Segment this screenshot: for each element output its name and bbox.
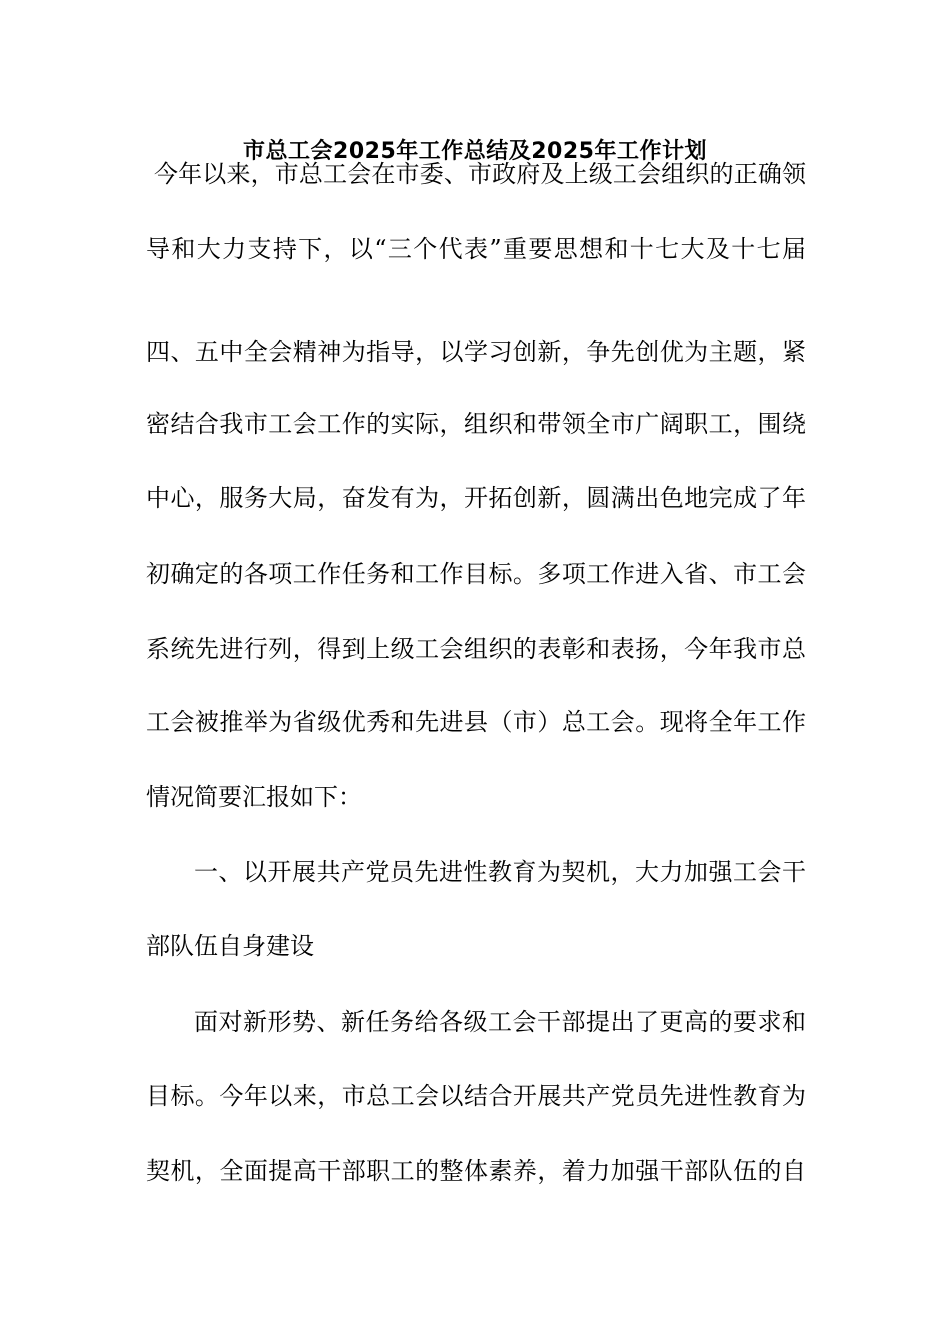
paragraph1-line-7: 系统先进行列，得到上级工会组织的表彰和表扬，今年我市总 [146,635,806,663]
paragraph1-line-4: 密结合我市工会工作的实际，组织和带领全市广阔职工，围绕 [146,410,806,438]
paragraph1-line-8: 工会被推举为省级优秀和先进县（市）总工会。现将全年工作 [146,708,806,736]
paragraph1-line-3: 四、五中全会精神为指导，以学习创新，争先创优为主题，紧 [146,338,806,366]
paragraph2-line-3: 契机，全面提高干部职工的整体素养，着力加强干部队伍的自 [146,1157,806,1185]
paragraph1-line-9: 情况简要汇报如下： [146,783,362,811]
document-title: 市总工会2025年工作总结及2025年工作计划 [243,139,707,164]
paragraph2-line-1: 面对新形势、新任务给各级工会干部提出了更高的要求和 [194,1008,806,1036]
paragraph2-line-2: 目标。今年以来，市总工会以结合开展共产党员先进性教育为 [146,1082,806,1110]
paragraph1-line-5: 中心，服务大局，奋发有为，开拓创新，圆满出色地完成了年 [146,484,806,512]
heading1-line-1: 一、以开展共产党员先进性教育为契机，大力加强工会干 [194,858,806,886]
paragraph1-line-2: 导和大力支持下，以“三个代表”重要思想和十七大及十七届 [146,235,806,263]
paragraph1-line-6: 初确定的各项工作任务和工作目标。多项工作进入省、市工会 [146,560,806,588]
heading1-line-2: 部队伍自身建设 [146,932,314,960]
paragraph1-line-1: 今年以来，市总工会在市委、市政府及上级工会组织的正确领 [154,160,806,188]
